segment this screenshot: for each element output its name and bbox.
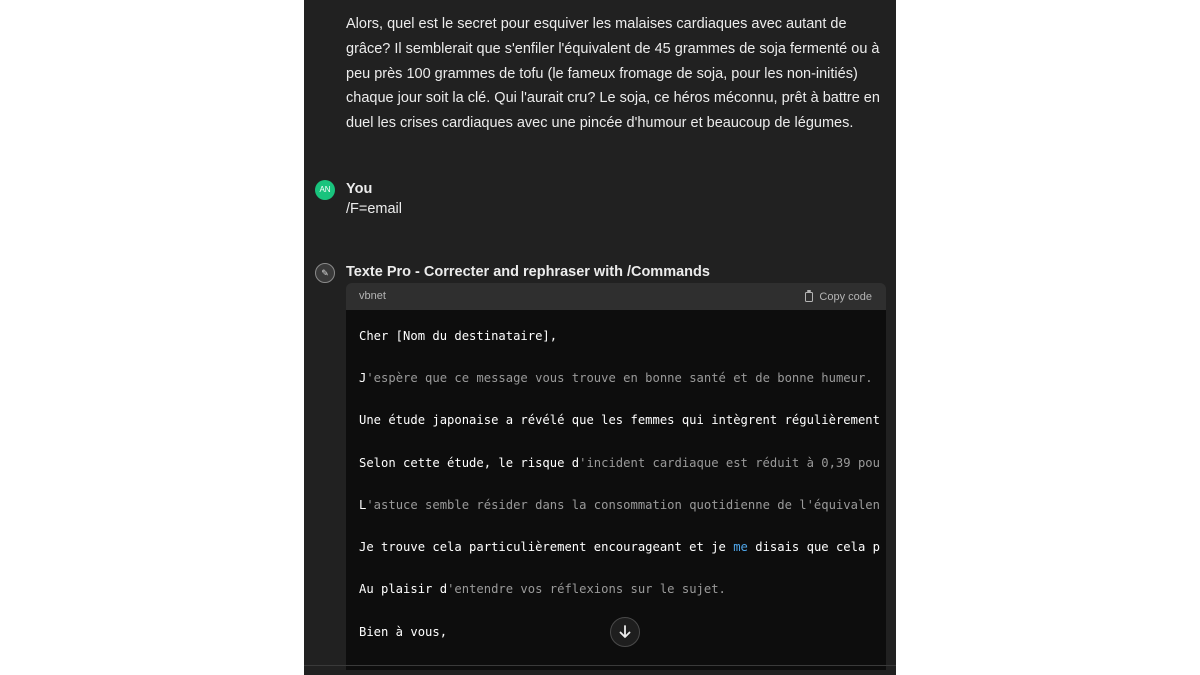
clipboard-icon <box>805 292 813 302</box>
code-line: Une étude japonaise a révélé que les femmes qui intègrent régulièrement <box>359 413 880 427</box>
assistant-avatar: ✎ <box>315 263 335 283</box>
divider <box>304 665 896 666</box>
chat-panel <box>304 0 896 675</box>
code-line: Cher [Nom du destinataire], <box>359 329 558 343</box>
copy-code-button[interactable] <box>805 288 872 305</box>
user-name: You <box>346 181 373 197</box>
scroll-to-bottom-button[interactable] <box>610 617 640 647</box>
code-line: Selon cette étude, le risque d'incident cardiaque est réduit à 0,39 pou <box>359 456 880 470</box>
code-line: Au plaisir d'entendre vos réflexions sur le sujet. <box>359 582 726 596</box>
code-line: Bien à vous, <box>359 625 448 639</box>
copy-code-label: Copy code <box>819 290 872 303</box>
code-language: vbnet <box>359 290 386 302</box>
assistant-message-text: Alors, quel est le secret pour esquiver les malaises cardiaques avec autant de grâce? Il semblerait que s'enfiler l'équivalent de 45 grammes de soja fermenté ou à peu près 100 grammes de tofu (le fameux fromage de soja, pour les non-initiés) chaque jour soit la clé. Qui l'aurait cru? Le soja, ce héros méconnu, prêt à battre en duel les crises cardiaques avec une pincée d'humour et beaucoup de légumes. <box>346 16 880 132</box>
assistant-name: Texte Pro - Correcter and rephraser with /Commands <box>346 264 710 280</box>
code-line: J'espère que ce message vous trouve en bonne santé et de bonne humeur. <box>359 371 873 385</box>
code-block-header <box>346 283 886 310</box>
code-line: Je trouve cela particulièrement encourageant et je me disais que cela p <box>359 540 880 554</box>
arrow-down-icon <box>619 625 631 639</box>
code-block-body <box>346 310 886 670</box>
user-message: /F=email <box>346 201 403 217</box>
user-avatar: AN <box>315 180 335 200</box>
code-line: L'astuce semble résider dans la consommation quotidienne de l'équivalen <box>359 498 880 512</box>
